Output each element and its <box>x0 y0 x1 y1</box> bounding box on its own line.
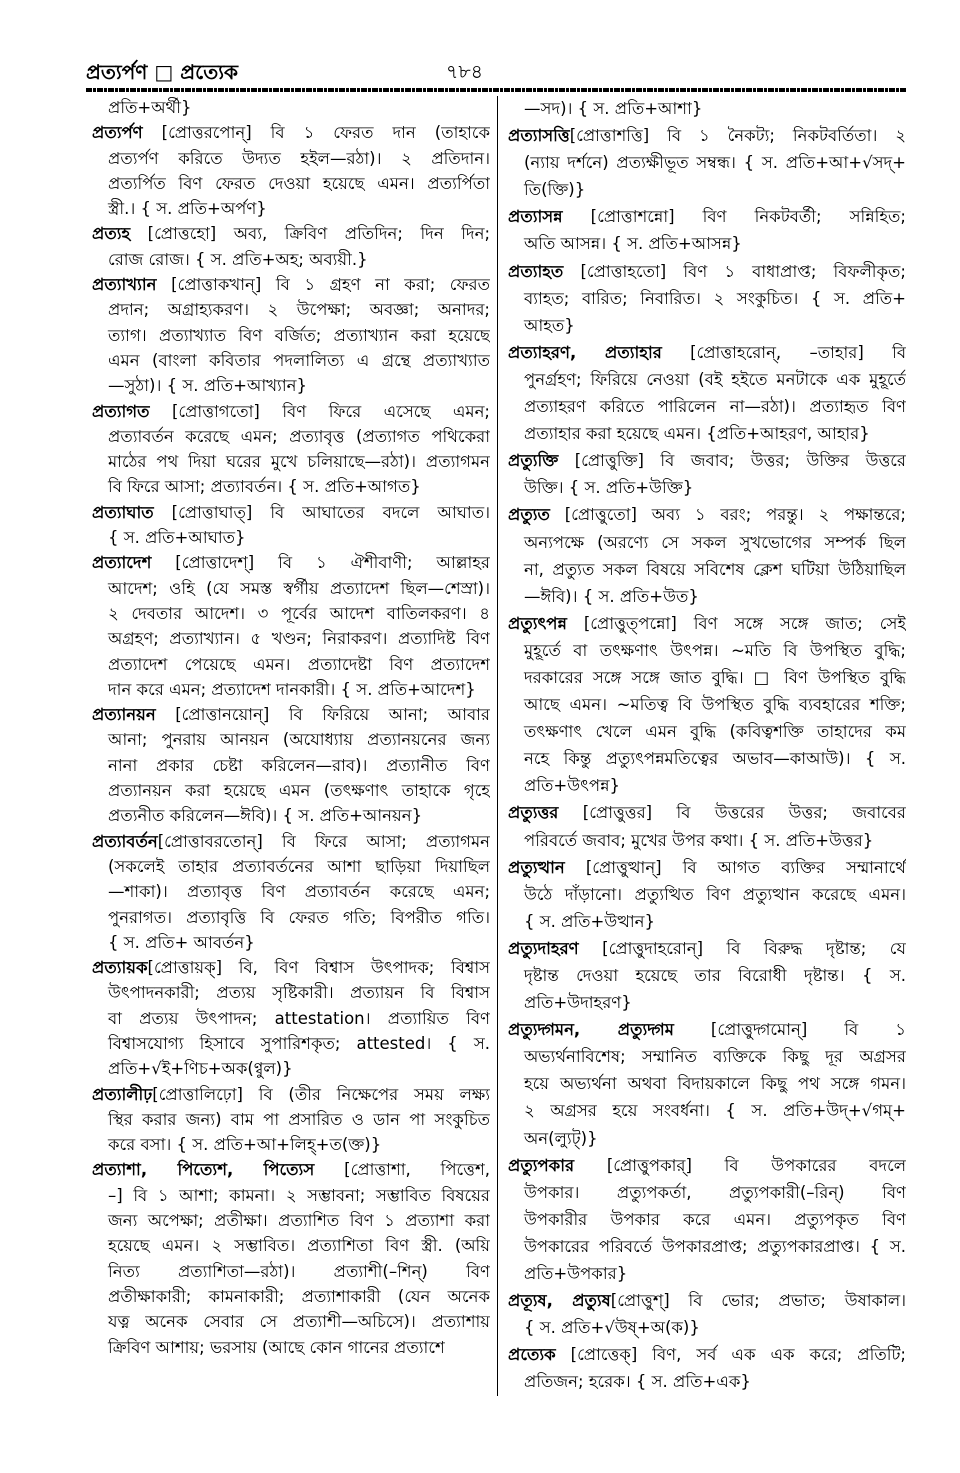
definition-text: [প্রোত্তুত্থান্] বি আগত ব্যক্তির সম্মানার্থে <box>564 857 906 877</box>
definition-text: দান করে এমন; প্রত্যাদেশ দানকারী। { স. প্রতি+আদেশ} <box>108 679 476 699</box>
entry-line <box>92 221 490 246</box>
definition-text: প্রত্যাহরণ করিতে পারিলেন না—রঠা)। প্রত্যাহৃত বিণ <box>524 397 906 417</box>
headword: প্রত্যালীঢ় <box>92 1084 153 1104</box>
definition-text: পুনরাগত। প্রত্যাবৃত্তি বি ফেরত গতি; বিপরীত গতি। <box>108 907 490 927</box>
entry-line <box>508 935 906 962</box>
definition-text: আদেশ; ওহি (যে সমস্ত স্বর্গীয় প্রত্যাদেশ ছিল—শেস্রা)। <box>108 578 490 598</box>
definition-text: হয়েছে এমন। ২ সম্ভাবিত। প্রত্যাশিতা বিণ স্ত্রী. (অয়ি <box>108 1236 490 1256</box>
definition-text: হয়ে অভ্যর্থনা অথবা বিদায়কালে কিছু পথ সঙ্গে গমন। <box>524 1074 906 1094</box>
text-line <box>508 312 906 339</box>
text-line <box>92 1309 490 1334</box>
headword: প্রত্যূষ, প্রত্যুষ <box>508 1291 611 1311</box>
definition-text: [প্রোত্তাগতো] বিণ ফিরে এসেছে এমন; <box>149 401 490 421</box>
entry-line <box>92 550 490 575</box>
text-line <box>92 980 490 1005</box>
entry-line <box>92 1082 490 1107</box>
text-line <box>508 583 906 610</box>
definition-text: প্রত্যর্পণ করিতে উদ্যত হইল—রঠা)। ২ প্রতিদান। <box>108 148 490 168</box>
definition-text: ক্রিবিণ আশায়; ভরসায় (আছে কোন গানের প্রত্যাশে <box>108 1337 445 1357</box>
definition-text: [প্রোত্তেক্] বিণ, সর্ব এক এক করে; প্রতিটি; <box>555 1345 906 1365</box>
text-line <box>508 827 906 854</box>
text-line <box>508 176 906 203</box>
text-line <box>508 285 906 312</box>
entry-line <box>92 1157 490 1182</box>
definition-text: [প্রোত্তুত্পন্নো] বিণ সঙ্গে সঙ্গে জাত; সেই <box>566 613 906 633</box>
definition-text: স্থির করার জন্য) বাম পা প্রসারিত ও ডান পা সংকুচিত <box>108 1109 490 1129</box>
definition-text: না, প্রত্যুত সকল বিষয়ে সবিশেষ ক্লেশ ঘটিয়া উঠিয়াছিল <box>524 559 906 579</box>
text-line <box>508 881 906 908</box>
text-line <box>92 677 490 702</box>
header-rule <box>86 88 906 92</box>
text-line <box>508 149 906 176</box>
headword: প্রত্যাখ্যান <box>92 275 157 295</box>
headword: প্রত্যাহরণ, প্রত্যাহার <box>508 342 662 362</box>
text-line <box>508 1368 906 1395</box>
definition-text: (ন্যায় দর্শনে) প্রত্যক্ষীভূত সম্বন্ধ। { স. প্রতি+আ+√সদ্+ <box>524 153 906 173</box>
text-line <box>92 1284 490 1309</box>
definition-text: পুনর্গ্রহণ; ফিরিয়ে নেওয়া (বই হইতে মনটাকে এক মুহূর্তে <box>524 369 906 389</box>
text-line <box>92 803 490 828</box>
definition-text: মাঠের পথ দিয়া ঘরের মুখে চলিয়াছে—রঠা)। প্রত্যাগমন <box>108 452 490 472</box>
headword: প্রত্যায়ক <box>92 958 148 978</box>
text-line <box>508 962 906 989</box>
text-line <box>508 691 906 718</box>
definition-text: দরকারের সঙ্গে সঙ্গে জাত বুদ্ধি। □ বিণ উপস্থিত বুদ্ধি <box>524 667 906 687</box>
definition-text: [প্রোত্তাহতো] বিণ ১ বাধাপ্রাপ্ত; বিফলীকৃত; <box>563 261 906 281</box>
text-line <box>508 1206 906 1233</box>
headword: প্রত্যাঘাত <box>92 502 154 522</box>
definition-text: [প্রোত্তরপোন্] বি ১ ফেরত দান (তাহাকে <box>142 123 490 143</box>
text-line <box>508 1125 906 1152</box>
text-line <box>508 718 906 745</box>
definition-text: —শাকা)। প্রত্যাবৃত্ত বিণ প্রত্যাবর্তন করেছে এমন; <box>108 882 490 902</box>
text-line <box>508 1260 906 1287</box>
definition-text: আছে এমন। ~মতিত্ব বি উপস্থিত বুদ্ধি ব্যবহারের শক্তি; <box>524 695 906 715</box>
entry-line <box>508 258 906 285</box>
text-line <box>92 449 490 474</box>
definition-text: উপকার। প্রত্যুপকর্তা, প্রত্যুপকারী(–রিন্) বিণ <box>524 1182 906 1202</box>
text-line <box>92 146 490 171</box>
definition-text: উঠে দাঁড়ানো। প্রত্যুত্থিত বিণ প্রত্যুত্থান করেছে এমন। <box>524 884 906 904</box>
definition-text: —ঈবি)। { স. প্রতি+উত} <box>524 586 699 606</box>
definition-text: [প্রোত্তুক্তি] বি জবাব; উত্তর; উক্তির উত্তরে <box>558 451 906 471</box>
definition-text: অগ্রহণ; প্রত্যাখ্যান। ৫ খণ্ডন; নিরাকরণ। প্রত্যাদিষ্ট বিণ <box>108 629 490 649</box>
definition-text: অভ্যর্থনাবিশেষ; সম্মানিত ব্যক্তিকে কিছু দূর অগ্রসর <box>524 1047 906 1067</box>
definition-text: { স. প্রতি+√উষ্+অ(ক)} <box>524 1318 700 1338</box>
text-line <box>92 196 490 221</box>
definition-text: [প্রোত্তাশন্নো] বিণ নিকটবর্তী; সন্নিহিত; <box>562 207 906 227</box>
definition-text: [প্রোত্তাঘাত্] বি আঘাতের বদলে আঘাত। <box>153 502 490 522</box>
definition-text: নহে কিন্তু প্রত্যুৎপন্নমতিত্বের অভাব—কাআউ)। { স. <box>524 749 906 769</box>
entry-line <box>508 1152 906 1179</box>
definition-text: প্রতি+√ই+ণিচ+অক(ণ্বুল)} <box>108 1059 293 1079</box>
entry-line <box>508 1016 906 1043</box>
text-line <box>92 576 490 601</box>
entry-line <box>508 1341 906 1368</box>
text-line <box>508 529 906 556</box>
definition-text: প্রতি+উপকার} <box>524 1264 628 1284</box>
definition-text: তি(ক্তি)} <box>524 180 586 200</box>
headword: প্রত্যুদাহরণ <box>508 938 579 958</box>
definition-text: ত্যাগ। প্রত্যাখ্যাত বিণ বর্জিত; প্রত্যাখ্যান করা হয়েছে <box>108 325 490 345</box>
definition-text: [প্রোত্তুতো] অব্য ১ বরং; পরন্তু। ২ পক্ষান্তরে; <box>549 505 906 525</box>
running-head-guide-words: প্রত্যর্পণ □ প্রত্যেক <box>86 60 238 84</box>
entry-line <box>92 500 490 525</box>
left-column <box>92 95 490 1360</box>
definition-text: ব্যাহত; বারিত; নিবারিত। ২ সংকুচিত। { স. প্রতি+ <box>524 288 906 308</box>
definition-text: প্রতি+অর্থী} <box>108 98 192 117</box>
definition-text: (সকলেই তাহার প্রত্যাবর্তনের আশা ছাড়িয়া দিয়াছিল <box>108 856 490 876</box>
headword: প্রত্যুত <box>508 505 550 525</box>
entry-line <box>92 955 490 980</box>
definition-text: উক্তি। { স. প্রতি+উক্তি} <box>524 478 694 498</box>
text-line <box>508 1070 906 1097</box>
text-line <box>92 905 490 930</box>
definition-text: [প্রোত্তায়ক্] বি, বিণ বিশ্বাস উৎপাদক; বিশ্বাস <box>147 958 490 978</box>
headword: প্রত্যুক্তি <box>508 451 559 471</box>
text-line <box>92 424 490 449</box>
definition-text: —সুঠা)। { স. প্রতি+আখ্যান} <box>108 376 307 396</box>
column-divider <box>497 96 498 1396</box>
entry-line <box>508 447 906 474</box>
definition-text: উপকারীর উপকার করে এমন। প্রত্যুপকৃত বিণ <box>524 1209 906 1229</box>
text-line <box>92 626 490 651</box>
text-line <box>92 171 490 196</box>
definition-text: –] বি ১ আশা; কামনা। ২ সম্ভাবনা; সম্ভাবিত বিষয়ের <box>108 1185 490 1205</box>
text-line <box>508 1043 906 1070</box>
definition-text: { স. প্রতি+উত্থান} <box>524 911 655 931</box>
definition-text: উৎপাদনকারী; প্রত্যয় সৃষ্টিকারী। প্রত্যায়ন বি বিশ্বাস <box>108 983 490 1003</box>
definition-text: [প্রোত্তুপকার্] বি উপকারের বদলে <box>574 1155 906 1175</box>
entry-line <box>92 272 490 297</box>
definition-text: [প্রোত্তুশ্] বি ভোর; প্রভাত; উষাকাল। <box>610 1291 906 1311</box>
text-line <box>92 348 490 373</box>
text-line <box>92 601 490 626</box>
definition-text: বিশ্বাসযোগ্য হিসাবে সুপারিশকৃত; attested। { স. <box>108 1033 490 1053</box>
definition-text: রোজ রোজ। { স. প্রতি+অহ; অব্যয়ী.} <box>108 249 368 269</box>
text-line <box>92 1056 490 1081</box>
text-line <box>92 373 490 398</box>
entry-line <box>92 702 490 727</box>
text-line <box>92 1233 490 1258</box>
headword: প্রত্যুপকার <box>508 1155 575 1175</box>
text-line <box>92 930 490 955</box>
definition-text: প্রত্যাহার করা হয়েছে এমন। {প্রতি+আহরণ, আহার} <box>524 424 870 444</box>
definition-text: প্রত্যনীত করিলেন—ঈবি)। { স. প্রতি+আনয়ন} <box>108 806 423 826</box>
definition-text: প্রত্যাবর্তন করেছে এমন; প্রত্যাবৃত্ত (প্রত্যাগত পথিকেরা <box>108 426 490 446</box>
definition-text: বি ফিরে আসা; প্রত্যাবর্তন। { স. প্রতি+আগত} <box>108 477 421 497</box>
definition-text: প্রতিজন; হরেক। { স. প্রতি+এক} <box>524 1372 751 1392</box>
text-line <box>92 1107 490 1132</box>
text-line <box>92 1006 490 1031</box>
text-line <box>508 1179 906 1206</box>
text-line <box>92 753 490 778</box>
definition-text: প্রত্যানয়ন করা হয়েছে এমন (তৎক্ষণাৎ তাহাকে গৃহে <box>108 781 490 801</box>
definition-text: [প্রোত্তাশত্তি] বি ১ নৈকট্য; নিকটবর্তিতা। ২ <box>569 126 906 146</box>
definition-text: অন(ল্যুট্)} <box>524 1128 598 1148</box>
text-line <box>92 854 490 879</box>
definition-text: [প্রোত্তুত্তর] বি উত্তরের উত্তর; জবাবের <box>558 803 906 823</box>
entry-line <box>508 1287 906 1314</box>
text-line <box>92 778 490 803</box>
text-line <box>92 1259 490 1284</box>
definition-text: প্রত্যর্পিত বিণ ফেরত দেওয়া হয়েছে এমন। প্রত্যর্পিতা <box>108 173 490 193</box>
headword: প্রত্যহ <box>92 224 131 244</box>
definition-text: ২ দেবতার আদেশ। ৩ পূর্বের আদেশ বাতিলকরণ। ৪ <box>108 603 490 623</box>
text-line <box>508 1233 906 1260</box>
text-line <box>508 989 906 1016</box>
entry-line <box>92 829 490 854</box>
definition-text: প্রত্যাদেশ পেয়েছে এমন। প্রত্যাদেষ্টা বিণ প্রত্যাদেশ <box>108 654 490 674</box>
definition-text: বা প্রত্যয় উৎপাদন; attestation। প্রত্যায়িত বিণ <box>108 1008 490 1028</box>
headword: প্রত্যাহত <box>508 261 564 281</box>
text-line <box>508 908 906 935</box>
entry-line <box>508 799 906 826</box>
text-line <box>508 230 906 257</box>
headword: প্রত্যাবর্তন <box>92 831 158 851</box>
entry-line <box>508 203 906 230</box>
definition-text: প্রতি+উদাহরণ} <box>524 993 632 1013</box>
headword: প্রত্যাসত্তি <box>508 126 570 146</box>
definition-text: [প্রোত্তাদেশ্] বি ১ ঐশীবাণী; আল্লাহর <box>151 553 490 573</box>
text-line <box>508 95 906 122</box>
text-line <box>508 366 906 393</box>
definition-text: এমন (বাংলা কবিতার পদলালিত্য এ গ্রন্থে প্রত্যাখ্যাত <box>108 350 490 370</box>
text-line <box>92 297 490 322</box>
text-line <box>92 474 490 499</box>
text-line <box>508 1314 906 1341</box>
definition-text: [প্রোত্তুদ্গমোন্] বি ১ <box>673 1020 906 1040</box>
definition-text: অতি আসন্ন। { স. প্রতি+আসন্ন} <box>524 234 742 254</box>
text-line <box>508 556 906 583</box>
definition-text: —সদ)। { স. প্রতি+আশা} <box>524 99 703 118</box>
page-number: ৭৮৪ <box>446 61 484 83</box>
entry-line <box>508 854 906 881</box>
definition-text: করে বসা। { স. প্রতি+আ+লিহ্+ত(ক্ত)} <box>108 1135 382 1155</box>
definition-text: অন্যপক্ষে (অরণ্যে সে সকল সুখভোগের সম্পর্ক ছিল <box>524 532 906 552</box>
text-line <box>92 727 490 752</box>
text-line <box>508 664 906 691</box>
headword: প্রত্যুৎপন্ন <box>508 613 567 633</box>
definition-text: [প্রোত্তহো] অব্য, ক্রিবিণ প্রতিদিন; দিন দিন; <box>130 224 490 244</box>
definition-text: প্রতীক্ষাকারী; কামনাকারী; প্রত্যাশাকারী (যেন অনেক <box>108 1286 490 1306</box>
entry-line <box>508 339 906 366</box>
headword: প্রত্যুত্থান <box>508 857 565 877</box>
headword: প্রত্যাগত <box>92 401 150 421</box>
text-line <box>92 1208 490 1233</box>
definition-text: [প্রোত্তানয়োন্] বি ফিরিয়ে আনা; আবার <box>155 705 490 725</box>
text-line <box>92 652 490 677</box>
text-line <box>92 1132 490 1157</box>
entry-line <box>92 120 490 145</box>
definition-text: নিত্য প্রত্যাশিতা—রঠা)। প্রত্যাশী(–শিন্) বিণ <box>108 1261 490 1281</box>
entry-line <box>92 399 490 424</box>
definition-text: তৎক্ষণাৎ খেলে এমন বুদ্ধি (কবিত্বশক্তি তাহাদের কম <box>524 722 906 742</box>
definition-text: { স. প্রতি+ আবর্তন} <box>108 932 255 952</box>
headword: প্রত্যুত্তর <box>508 803 559 823</box>
definition-text: মুহূর্তে বা তৎক্ষণাৎ উৎপন্ন। ~মতি বি উপস্থিত বুদ্ধি; <box>524 640 906 660</box>
definition-text: ২ অগ্রসর হয়ে সংবর্ধনা। { স. প্রতি+উদ্+√গম্+ <box>524 1101 906 1121</box>
text-line <box>508 420 906 447</box>
definition-text: [প্রোত্তালিঢ়ো] বি (তীর নিক্ষেপের সময় লক্ষ্য <box>152 1084 490 1104</box>
definition-text: [প্রোত্তাকখান্] বি ১ গ্রহণ না করা; ফেরত <box>156 275 490 295</box>
definition-text: উপকারের পরিবর্তে উপকারপ্রাপ্ত; প্রত্যুপকারপ্রাপ্ত। { স. <box>524 1236 906 1256</box>
definition-text: আহত} <box>524 315 575 335</box>
definition-text: প্রতি+উৎপন্ন} <box>524 776 621 796</box>
definition-text: নানা প্রকার চেষ্টা করিলেন—রাব)। প্রত্যানীত বিণ <box>108 755 490 775</box>
headword: প্রত্যাসন্ন <box>508 207 563 227</box>
right-column <box>508 95 906 1396</box>
definition-text: [প্রোত্তুদাহরোন্] বি বিরুদ্ধ দৃষ্টান্ত; যে <box>578 938 906 958</box>
text-line <box>508 474 906 501</box>
definition-text: [প্রোত্তাশা, পিত্তেশ, <box>314 1160 490 1180</box>
definition-text: পরিবর্তে জবাব; মুখের উপর কথা। { স. প্রতি+উত্তর} <box>524 830 874 850</box>
headword: প্রত্যেক <box>508 1345 556 1365</box>
text-line <box>92 95 490 120</box>
entry-line <box>508 610 906 637</box>
headword: প্রত্যর্পণ <box>92 123 143 143</box>
text-line <box>92 247 490 272</box>
text-line <box>92 525 490 550</box>
text-line <box>92 879 490 904</box>
text-line <box>92 323 490 348</box>
headword: প্রত্যাদেশ <box>92 553 152 573</box>
text-line <box>92 1183 490 1208</box>
text-line <box>92 1031 490 1056</box>
definition-text: স্ত্রী.। { স. প্রতি+অর্পণ} <box>108 199 267 219</box>
definition-text: জন্য অপেক্ষা; প্রতীক্ষা। প্রত্যাশিত বিণ ১ প্রত্যাশা করা <box>108 1211 490 1231</box>
definition-text: প্রদান; অগ্রাহ্যকরণ। ২ উপেক্ষা; অবজ্ঞা; অনাদর; <box>108 300 490 320</box>
definition-text: { স. প্রতি+আঘাত} <box>108 528 246 548</box>
definition-text: [প্রোত্তাহরোন্, –তাহার] বি <box>661 342 906 362</box>
definition-text: [প্রোত্তাবরতোন্] বি ফিরে আসা; প্রত্যাগমন <box>157 831 490 851</box>
definition-text: যত্ন অনেক সেবার সে প্রত্যাশী—অচিসে)। প্রত্যাশায় <box>108 1312 490 1332</box>
definition-text: আনা; পুনরায় আনয়ন (অযোধ্যায় প্রত্যানয়নের জন্য <box>108 730 490 750</box>
entry-line <box>508 122 906 149</box>
text-line <box>508 1097 906 1124</box>
text-line <box>508 745 906 772</box>
text-line <box>508 772 906 799</box>
text-line <box>508 637 906 664</box>
headword: প্রত্যানয়ন <box>92 705 156 725</box>
text-line <box>92 1335 490 1360</box>
text-line <box>508 393 906 420</box>
headword: প্রত্যুদ্গমন, প্রত্যুদ্গম <box>508 1020 674 1040</box>
headword: প্রত্যাশা, পিত্যেশ, পিত্যেস <box>92 1160 315 1180</box>
entry-line <box>508 501 906 528</box>
definition-text: দৃষ্টান্ত দেওয়া হয়েছে তার বিরোধী দৃষ্টান্ত। { স. <box>524 966 906 985</box>
